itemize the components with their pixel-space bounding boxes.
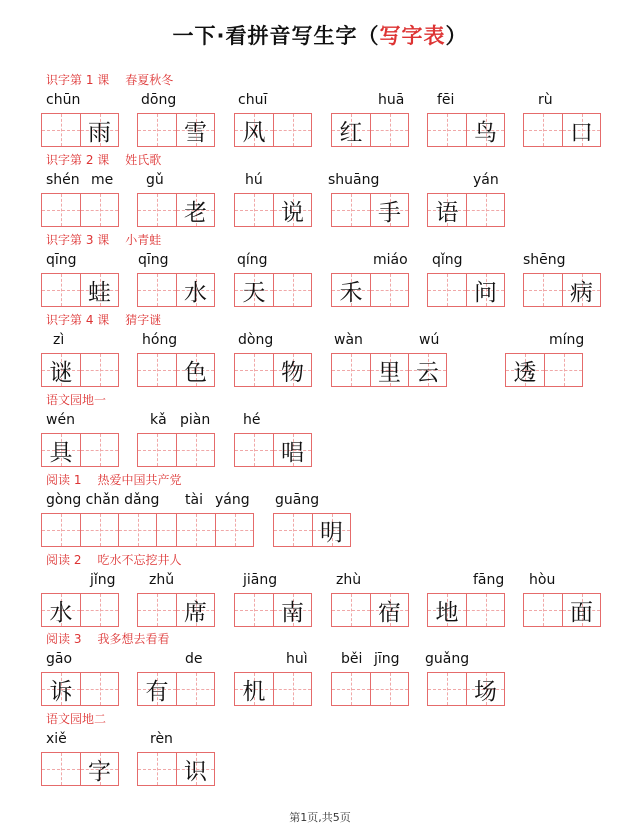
pinyin-label: kǎ: [150, 412, 167, 428]
given-character: 色: [184, 359, 207, 386]
writing-cell[interactable]: [428, 673, 466, 705]
writing-cell[interactable]: [138, 594, 176, 626]
writing-cell[interactable]: [370, 274, 408, 306]
pinyin-label: rù: [538, 92, 553, 108]
character-cell: [466, 114, 504, 146]
pinyin-label: chuī: [238, 92, 268, 108]
tianzige-group: [41, 273, 119, 307]
tianzige-group: [234, 672, 312, 706]
pinyin-label: hé: [243, 412, 261, 428]
writing-cell[interactable]: [42, 514, 80, 546]
lesson-topic: 小青蛙: [125, 233, 162, 247]
writing-cell[interactable]: [524, 274, 562, 306]
writing-cell[interactable]: [370, 114, 408, 146]
tianzige-group: [234, 113, 312, 147]
pinyin-label: dōng: [141, 92, 177, 108]
lesson-heading: [46, 630, 169, 647]
character-cell: [42, 354, 80, 386]
character-cell: [408, 354, 446, 386]
given-character: 口: [570, 119, 593, 146]
pinyin-label: huì: [286, 651, 308, 667]
writing-cell[interactable]: [176, 434, 214, 466]
given-character: 问: [474, 279, 497, 306]
lesson-heading: [46, 710, 106, 727]
writing-cell[interactable]: [235, 594, 273, 626]
writing-cell[interactable]: [524, 594, 562, 626]
pinyin-label: guāng: [275, 492, 320, 508]
pinyin-label: zhǔ: [149, 572, 175, 588]
pinyin-label: zhù: [336, 572, 362, 588]
writing-cell[interactable]: [273, 114, 311, 146]
given-character: 手: [378, 199, 401, 226]
writing-cell[interactable]: [80, 354, 118, 386]
character-cell: [176, 354, 214, 386]
page-title: 一下·看拼音写生字（写字表）: [172, 24, 468, 48]
writing-cell[interactable]: [138, 274, 176, 306]
lesson-number: 语文园地一: [46, 393, 107, 407]
lesson-topic: 吃水不忘挖井人: [97, 553, 182, 567]
pinyin-label: hòu: [529, 572, 556, 588]
given-character: 识: [184, 758, 207, 785]
writing-cell[interactable]: [42, 114, 80, 146]
character-cell: [176, 594, 214, 626]
page-number: 第1页,共5页: [289, 811, 351, 824]
pinyin-label: xiě: [46, 731, 67, 747]
writing-cell[interactable]: [524, 114, 562, 146]
given-character: 风: [242, 119, 266, 146]
pinyin-label: míng: [549, 332, 585, 348]
pinyin-label: hóng: [142, 332, 178, 348]
pinyin-label: chūn: [46, 92, 81, 108]
given-character: 鸟: [474, 119, 497, 146]
character-cell: [273, 194, 311, 226]
writing-cell[interactable]: [80, 514, 118, 546]
pinyin-label: fēi: [437, 92, 455, 108]
character-cell: [332, 274, 370, 306]
pinyin-label: miáo: [373, 252, 408, 268]
tianzige-group: [234, 273, 312, 307]
lesson-heading: [46, 71, 173, 88]
given-character: 水: [184, 279, 207, 306]
given-character: 雨: [88, 119, 111, 146]
writing-cell[interactable]: [80, 194, 118, 226]
writing-cell[interactable]: [42, 194, 80, 226]
pinyin-label: yáng: [215, 492, 250, 508]
given-character: 面: [570, 599, 593, 626]
writing-cell[interactable]: [215, 514, 253, 546]
tianzige-group: [523, 113, 601, 147]
given-character: 语: [435, 199, 459, 226]
character-cell: [428, 594, 466, 626]
lesson-topic: 我多想去看看: [97, 632, 170, 646]
tianzige-group: [427, 273, 505, 307]
writing-cell[interactable]: [428, 274, 466, 306]
given-character: 病: [570, 279, 593, 306]
tianzige-group: [137, 113, 215, 147]
lesson-topic: 姓氏歌: [125, 153, 162, 167]
pinyin-label: qǐng: [432, 252, 463, 268]
character-cell: [176, 114, 214, 146]
character-cell: [562, 594, 600, 626]
writing-cell[interactable]: [42, 274, 80, 306]
pinyin-label: qíng: [237, 252, 268, 268]
writing-cell[interactable]: [80, 434, 118, 466]
character-cell: [42, 594, 80, 626]
writing-cell[interactable]: [138, 434, 176, 466]
character-cell: [562, 114, 600, 146]
character-cell: [42, 434, 80, 466]
tianzige-group: [523, 593, 601, 627]
tianzige-group: [523, 273, 601, 307]
writing-cell[interactable]: [42, 753, 80, 785]
given-character: 物: [281, 359, 304, 386]
given-character: 禾: [339, 279, 363, 306]
character-cell: [235, 274, 273, 306]
given-character: 场: [474, 678, 497, 705]
pinyin-label: wú: [419, 332, 440, 348]
tianzige-group: [331, 672, 409, 706]
lesson-heading: [46, 311, 161, 328]
tianzige-group: [41, 752, 119, 786]
pinyin-label: běi: [341, 651, 363, 667]
lesson-topic: 热爱中国共产党: [97, 473, 182, 487]
character-cell: [562, 274, 600, 306]
pinyin-label: guǎng: [425, 651, 470, 667]
given-character: 里: [378, 359, 401, 386]
given-character: 机: [242, 678, 266, 705]
given-character: 雪: [184, 119, 207, 146]
writing-cell[interactable]: [370, 673, 408, 705]
lesson-number: 阅读 1: [46, 473, 82, 487]
lesson-heading: [46, 551, 181, 568]
writing-cell[interactable]: [138, 753, 176, 785]
pinyin-label: jīng: [374, 651, 400, 667]
tianzige-group: [137, 593, 215, 627]
lesson-heading: [46, 231, 161, 248]
given-character: 南: [281, 599, 304, 626]
character-cell: [466, 673, 504, 705]
given-character: 说: [281, 199, 304, 226]
tianzige-group: [273, 513, 351, 547]
given-character: 明: [320, 519, 343, 546]
character-cell: [176, 753, 214, 785]
given-character: 红: [339, 119, 363, 146]
writing-cell[interactable]: [332, 673, 370, 705]
writing-cell[interactable]: [235, 434, 273, 466]
writing-cell[interactable]: [235, 194, 273, 226]
given-character: 具: [49, 439, 73, 466]
pinyin-label: gǔ: [146, 172, 164, 188]
pinyin-label: gāo: [46, 651, 73, 667]
given-character: 水: [49, 599, 73, 626]
lesson-number: 识字第 3 课: [46, 233, 110, 247]
tianzige-group: [331, 113, 409, 147]
writing-cell[interactable]: [177, 514, 215, 546]
writing-cell[interactable]: [466, 594, 504, 626]
character-cell: [273, 594, 311, 626]
tianzige-group: [427, 593, 505, 627]
character-cell: [370, 594, 408, 626]
tianzige-group: [41, 433, 119, 467]
given-character: 天: [242, 279, 266, 306]
given-character: 老: [184, 199, 207, 226]
tianzige-group: [234, 433, 312, 467]
tianzige-group: [137, 672, 215, 706]
tianzige-group: [137, 433, 215, 467]
tianzige-group: [427, 672, 505, 706]
pinyin-label: gòng chǎn dǎng: [46, 492, 160, 508]
tianzige-group: [234, 193, 312, 227]
lesson-number: 识字第 2 课: [46, 153, 110, 167]
pinyin-label: fāng: [473, 572, 505, 588]
character-cell: [176, 274, 214, 306]
pinyin-label: qīng: [138, 252, 169, 268]
character-cell: [370, 354, 408, 386]
tianzige-group: [41, 353, 119, 387]
given-character: 有: [145, 678, 169, 705]
writing-cell[interactable]: [273, 274, 311, 306]
character-cell: [506, 354, 544, 386]
pinyin-label: zì: [53, 332, 65, 348]
tianzige-group: [427, 193, 505, 227]
tianzige-group: [137, 353, 215, 387]
lesson-number: 阅读 3: [46, 632, 82, 646]
lesson-number: 识字第 4 课: [46, 313, 110, 327]
tianzige-group: [234, 353, 312, 387]
pinyin-label: shén: [46, 172, 80, 188]
tianzige-group: [234, 593, 312, 627]
lesson-topic: 猜字谜: [125, 313, 162, 327]
character-cell: [80, 274, 118, 306]
tianzige-group: [331, 193, 409, 227]
tianzige-group: [331, 353, 447, 387]
tianzige-group: [331, 273, 409, 307]
pinyin-label: hú: [245, 172, 263, 188]
lesson-topic: 春夏秋冬: [125, 73, 174, 87]
pinyin-label: shēng: [523, 252, 566, 268]
character-cell: [138, 673, 176, 705]
given-character: 席: [184, 599, 207, 626]
character-cell: [80, 114, 118, 146]
tianzige-group: [331, 593, 409, 627]
character-cell: [273, 434, 311, 466]
writing-cell[interactable]: [118, 514, 156, 546]
tianzige-group: [176, 513, 254, 547]
character-cell: [428, 194, 466, 226]
pinyin-label: wén: [46, 412, 75, 428]
character-cell: [312, 514, 350, 546]
pinyin-label: wàn: [334, 332, 363, 348]
pinyin-label: dòng: [238, 332, 274, 348]
character-cell: [80, 753, 118, 785]
tianzige-group: [41, 593, 119, 627]
pinyin-label: rèn: [150, 731, 173, 747]
writing-cell[interactable]: [235, 354, 273, 386]
writing-cell[interactable]: [138, 194, 176, 226]
character-cell: [235, 114, 273, 146]
pinyin-label: tài: [185, 492, 203, 508]
lesson-heading: [46, 471, 181, 488]
tianzige-group: [41, 672, 119, 706]
tianzige-group: [505, 353, 583, 387]
writing-cell[interactable]: [332, 354, 370, 386]
tianzige-group: [41, 193, 119, 227]
given-character: 唱: [281, 439, 304, 466]
lesson-number: 识字第 1 课: [46, 73, 110, 87]
writing-cell[interactable]: [273, 673, 311, 705]
given-character: 字: [88, 758, 111, 785]
pinyin-label: shuāng: [328, 172, 380, 188]
pinyin-label: de: [185, 651, 203, 667]
character-cell: [235, 673, 273, 705]
lesson-heading: [46, 391, 106, 408]
writing-cell[interactable]: [138, 114, 176, 146]
writing-cell[interactable]: [332, 194, 370, 226]
pinyin-label: piàn: [180, 412, 211, 428]
tianzige-group: [137, 752, 215, 786]
writing-cell[interactable]: [274, 514, 312, 546]
given-character: 透: [513, 359, 537, 386]
character-cell: [466, 274, 504, 306]
tianzige-group: [41, 513, 195, 547]
given-character: 宿: [378, 599, 401, 626]
writing-cell[interactable]: [80, 673, 118, 705]
writing-cell[interactable]: [332, 594, 370, 626]
lesson-heading: [46, 151, 161, 168]
writing-cell[interactable]: [176, 673, 214, 705]
character-cell: [273, 354, 311, 386]
writing-cell[interactable]: [138, 354, 176, 386]
pinyin-label: jiāng: [243, 572, 278, 588]
writing-cell[interactable]: [544, 354, 582, 386]
pinyin-label: yán: [473, 172, 499, 188]
lesson-number: 阅读 2: [46, 553, 82, 567]
writing-cell[interactable]: [428, 114, 466, 146]
character-cell: [176, 194, 214, 226]
given-character: 谜: [49, 359, 73, 386]
lesson-number: 语文园地二: [46, 712, 107, 726]
character-cell: [332, 114, 370, 146]
tianzige-group: [427, 113, 505, 147]
tianzige-group: [137, 273, 215, 307]
character-cell: [370, 194, 408, 226]
pinyin-label: huā: [378, 92, 405, 108]
given-character: 地: [435, 599, 459, 626]
tianzige-group: [137, 193, 215, 227]
character-cell: [42, 673, 80, 705]
pinyin-label: me: [91, 172, 114, 188]
pinyin-label: qīng: [46, 252, 77, 268]
tianzige-group: [41, 113, 119, 147]
writing-cell[interactable]: [80, 594, 118, 626]
writing-cell[interactable]: [466, 194, 504, 226]
given-character: 诉: [49, 678, 73, 705]
given-character: 云: [416, 359, 439, 386]
pinyin-label: jǐng: [90, 572, 116, 588]
given-character: 蛙: [88, 279, 111, 306]
